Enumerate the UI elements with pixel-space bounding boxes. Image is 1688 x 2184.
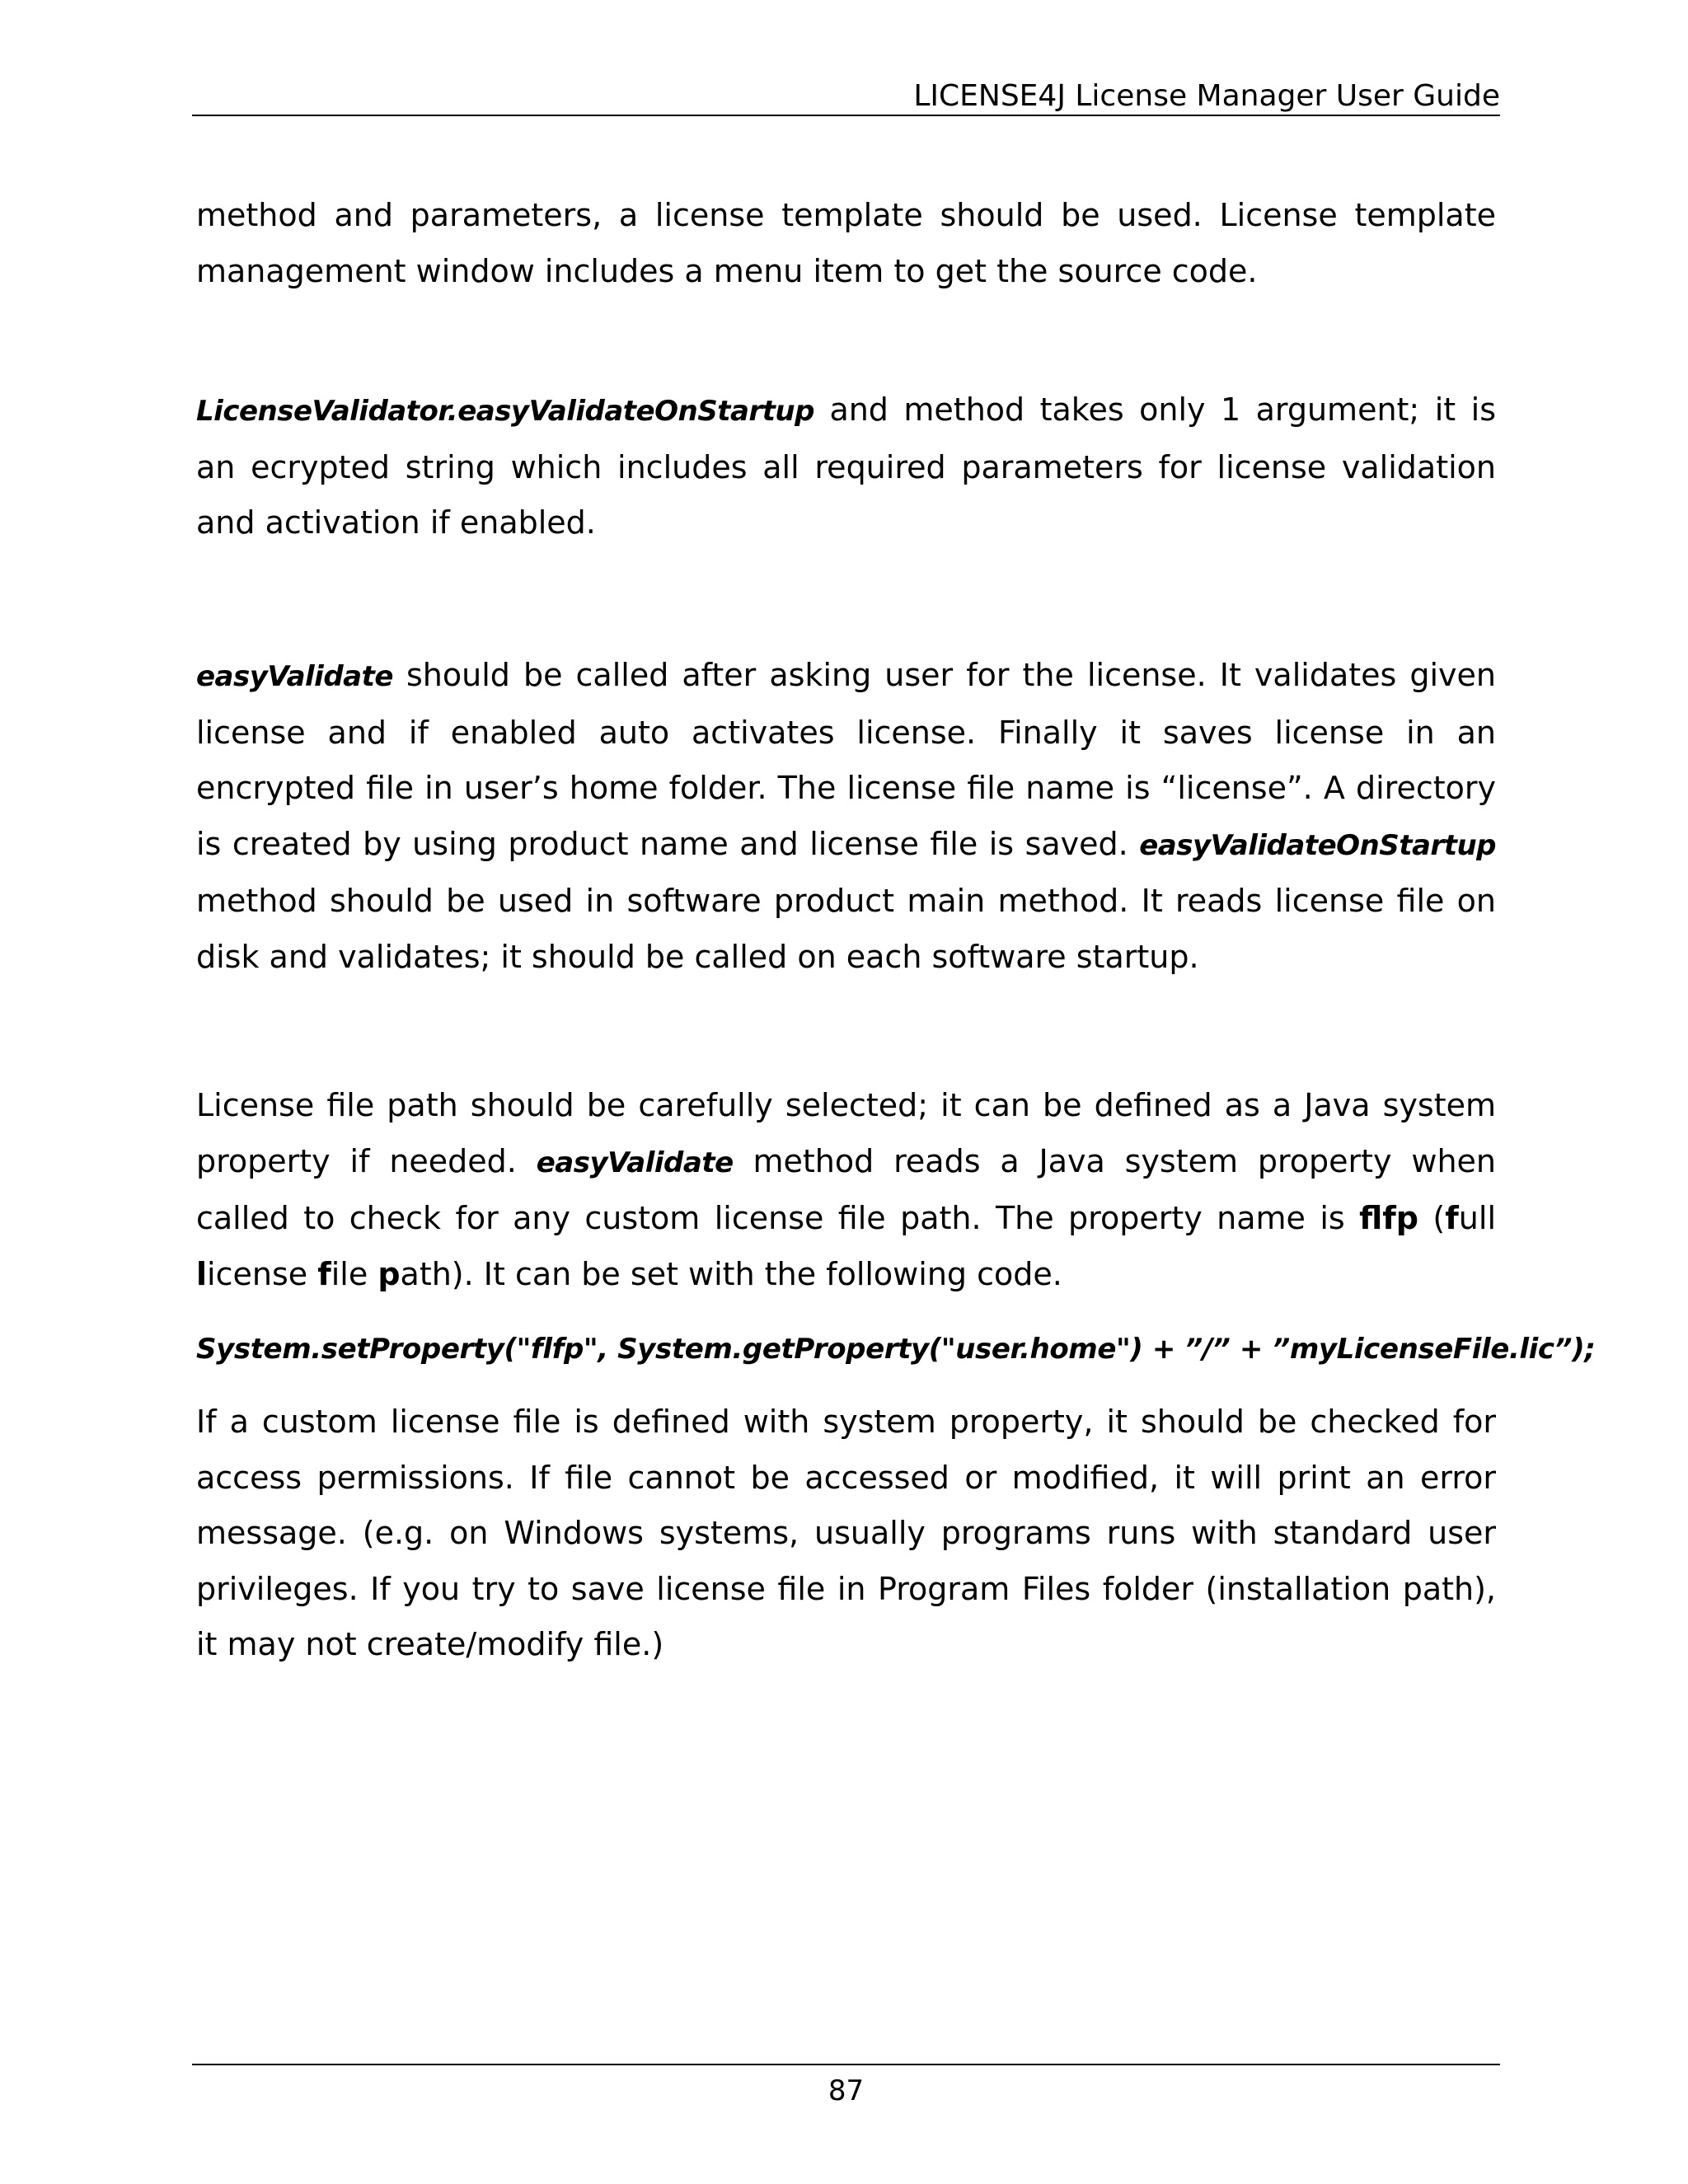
paragraph-license-file-path: [196, 1078, 1496, 1302]
page-number: 87: [828, 2074, 865, 2107]
paragraph-text: method reads a Java system property when called to check for any custom license file path. The property name is: [196, 1142, 1496, 1236]
paragraph-easy-validate: [196, 648, 1496, 985]
code-reference: LicenseValidator.easyValidateOnStartup: [196, 395, 814, 428]
acronym-letter: f: [317, 1255, 331, 1292]
paragraph-text: method should be used in software product main method. It reads license file on disk and validates; it should be called on each software startup.: [196, 883, 1496, 975]
paragraph-text: icense: [207, 1255, 318, 1292]
code-sample: System.setProperty("flfp", System.getProperty("user.home") + ”/” + ”myLicenseFile.lic”);: [196, 1333, 1596, 1366]
paragraph-text: License file path should be carefully selected; it can be defined as a Java system property if needed.: [196, 1087, 1496, 1179]
paragraph-text: ile: [331, 1255, 378, 1292]
acronym-letter: l: [196, 1255, 208, 1292]
footer-rule: [192, 2064, 1500, 2065]
paragraph-text: (: [1418, 1200, 1446, 1236]
running-header: LICENSE4J License Manager User Guide: [913, 79, 1500, 113]
paragraph-text: method and parameters, a license template should be used. License template management window includes a menu item to get the source code.: [196, 197, 1496, 289]
paragraph-easy-validate-on-startup: [196, 382, 1496, 551]
code-reference: easyValidateOnStartup: [1139, 828, 1496, 862]
acronym-letter: p: [377, 1255, 401, 1292]
acronym-letter: f: [1445, 1200, 1459, 1236]
paragraph-access-permissions: [196, 1394, 1496, 1673]
code-reference: easyValidate: [196, 660, 393, 693]
paragraph-template-intro: [196, 188, 1496, 299]
paragraph-text: should be called after asking user for the license. It validates given license and if enabled auto activates license. Finally it saves license in an encrypted file in user’s home folder. The license file name is “license”. A directory is created by using product name and license file is saved.: [196, 657, 1496, 862]
property-name: flfp: [1359, 1200, 1418, 1236]
paragraph-text: If a custom license file is defined with system property, it should be checked for access permissions. If file cannot be accessed or modified, it will print an error message. (e.g. on Windows systems, usually programs runs with standard user privileges. If you try to save license file in Program Files folder (installation path), it may not create/modify file.): [196, 1404, 1496, 1662]
header-rule: [192, 115, 1500, 116]
paragraph-text: ath). It can be set with the following code.: [400, 1255, 1062, 1292]
code-reference: easyValidate: [536, 1146, 734, 1179]
paragraph-text: and method takes only 1 argument; it is an ecrypted string which includes all required parameters for license validation and activation if enabled.: [196, 391, 1496, 541]
paragraph-text: ull: [1458, 1200, 1496, 1236]
